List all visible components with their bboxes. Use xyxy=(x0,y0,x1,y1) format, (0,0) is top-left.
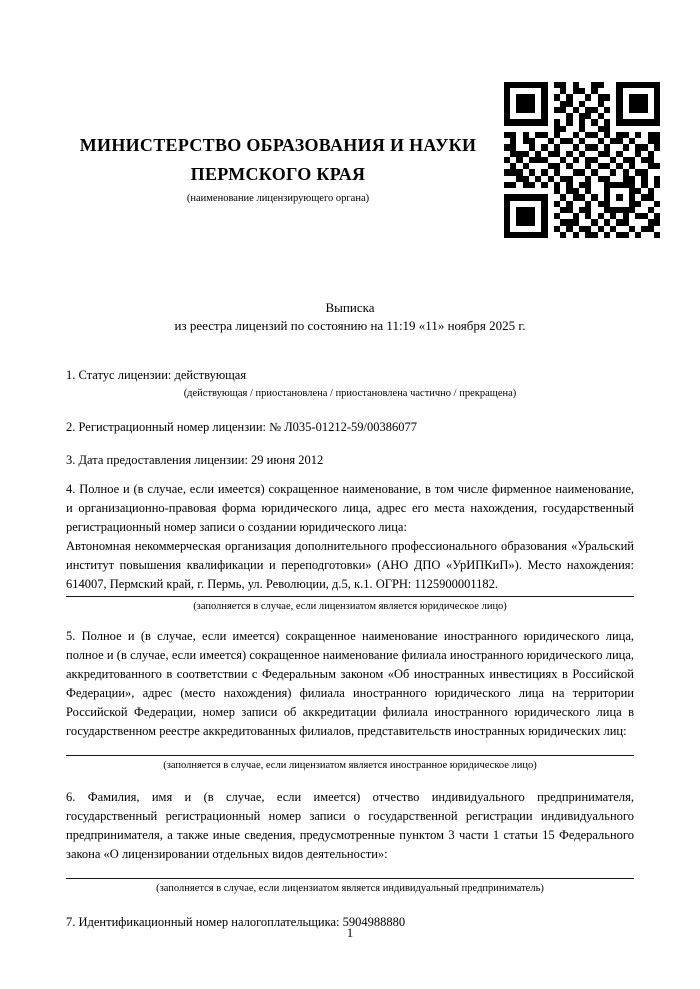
document-body xyxy=(66,366,634,932)
registration-number-text: 2. Регистрационный номер лицензии: № Л035-01212-59/00386077 xyxy=(66,420,417,434)
legal-entity-value: Автономная некоммерческая организация дополнительного профессионального образования «Уральский институт повышения квалификации и переподготовки» (АНО ДПО «УрИПКиП»). Место нахождения: 614007, Пермский край, г. Пермь, ул. Революции, д.5, к.1. ОГРН: 1125900001182. xyxy=(66,539,634,591)
foreign-entity-statute-text: 5. Полное и (в случае, если имеется) сокращенное наименование иностранного юридического лица, полное и (в случае, если имеется) сокращенное наименование филиала иностранного юридического лица, аккредитованного в соответствии с Федеральным законом «Об иностранных инвестициях в Российской Федерации», адрес (место нахождения) филиала иностранного юридического лица на территории Российской Федерации, номер записи об аккредитации филиала иностранного юридического лица в государственном реестре аккредитованных филиалов, представительств иностранных юридических лиц: xyxy=(66,629,634,738)
taxpayer-number-text: 7. Идентификационный номер налогоплательщика: 5904988880 xyxy=(66,915,406,929)
document-title-line2: из реестра лицензий по состоянию на 11:19 «11» ноября 2025 г. xyxy=(174,318,526,333)
individual-entrepreneur-note: (заполняется в случае, если лицензиатом является индивидуальный предприниматель) xyxy=(156,883,544,894)
org-caption: (наименование лицензирующего органа) xyxy=(186,193,370,204)
item-individual-entrepreneur xyxy=(66,788,634,896)
fill-line-legal-entity xyxy=(66,596,634,597)
individual-entrepreneur-statute-text: 6. Фамилия, имя и (в случае, если имеется) отчество индивидуального предпринимателя, государственный регистрационный номер записи о государственной регистрации индивидуального предпринимателя, а также иные сведения, предусмотренные пунктом 3 части 1 статьи 15 Федерального закона «О лицензировании отдельных видов деятельности»: xyxy=(66,790,634,861)
foreign-entity-note: (заполняется в случае, если лицензиатом является иностранное юридическое лицо) xyxy=(163,760,537,771)
org-name-line1: МИНИСТЕРСТВО ОБРАЗОВАНИЯ И НАУКИ xyxy=(79,135,477,155)
licensing-authority-header xyxy=(64,131,492,205)
license-date-text: 3. Дата предоставления лицензии: 29 июня 2012 xyxy=(66,453,324,467)
org-name-line2: ПЕРМСКОГО КРАЯ xyxy=(190,164,366,184)
qr-code xyxy=(504,82,660,238)
item-legal-entity xyxy=(66,480,634,614)
fill-line-individual-entrepreneur xyxy=(66,878,634,879)
item-registration-number xyxy=(66,418,634,437)
page-number: 1 xyxy=(346,926,354,940)
document-title-line1: Выписка xyxy=(325,300,375,315)
license-status-note: (действующая / приостановлена / приостановлена частично / прекращена) xyxy=(183,388,517,399)
item-foreign-entity xyxy=(66,627,634,773)
fill-line-foreign-entity xyxy=(66,755,634,756)
legal-entity-statute-text: 4. Полное и (в случае, если имеется) сокращенное наименование, в том числе фирменное наименование, и организационно-правовая форма юридического лица, адрес его места нахождения, государственный регистрационный номер записи о создании юридического лица: xyxy=(66,482,634,534)
license-status-text: 1. Статус лицензии: действующая xyxy=(66,368,247,382)
legal-entity-note: (заполняется в случае, если лицензиатом является юридическое лицо) xyxy=(193,601,507,612)
document-title xyxy=(66,299,634,335)
item-license-date xyxy=(66,451,634,470)
item-license-status xyxy=(66,366,634,401)
